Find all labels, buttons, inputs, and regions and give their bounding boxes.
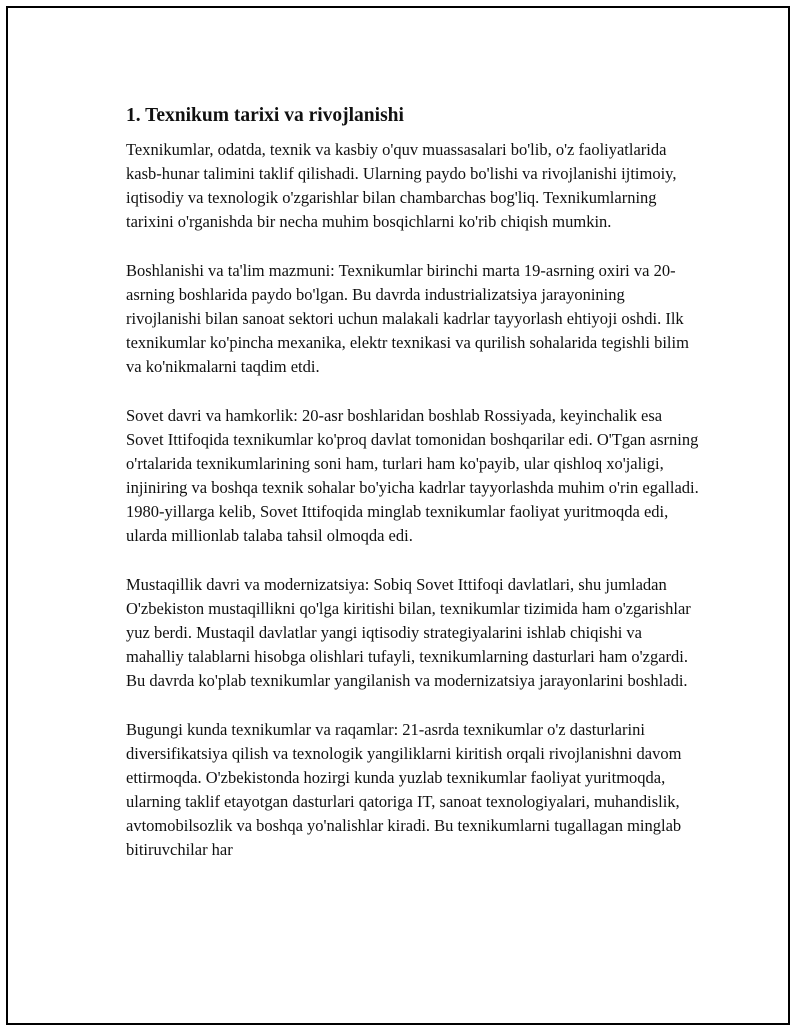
section-heading: 1. Texnikum tarixi va rivojlanishi [126, 105, 404, 126]
page-content [126, 102, 702, 887]
paragraph-beginnings: Boshlanishi va ta'lim mazmuni: Texnikumlar birinchi marta 19-asrning oxiri va 20-asrning boshlarida paydo bo'lgan. Bu davrda industrializatsiya jarayonining rivojlanishi bilan sanoat sektori uchun malakali kadrlar tayyorlash ehtiyoji oshdi. Ilk texnikumlar ko'pincha mexanika, elektr texnikasi va qurilish sohalarida tegishli bilim va ko'nikmalarni taqdim etdi. [126, 261, 689, 376]
paragraph-today: Bugungi kunda texnikumlar va raqamlar: 21-asrda texnikumlar o'z dasturlarini diversifikatsiya qilish va texnologik yangiliklarni kiritish orqali rivojlanishni davom ettirmoqda. O'zbekistonda hozirgi kunda yuzlab texnikumlar faoliyat yuritmoqda, ularning taklif etayotgan dasturlari qatoriga IT, sanoat texnologiyalari, muhandislik, avtomobilsozlik va boshqa yo'nalishlar kiradi. Bu texnikumlarni tugallagan minglab bitiruvchilar har [126, 720, 682, 859]
page [6, 6, 790, 1025]
paragraph-intro: Texnikumlar, odatda, texnik va kasbiy o'quv muassasalari bo'lib, o'z faoliyatlarida kasb-hunar talimini taklif qilishadi. Ularning paydo bo'lishi va rivojlanishi ijtimoiy, iqtisodiy va texnologik o'zgarishlar bilan chambarchas bog'liq. Texnikumlarning tarixini o'rganishda bir necha muhim bosqichlarni ko'rib chiqish mumkin. [126, 140, 677, 231]
paragraph-independence-era: Mustaqillik davri va modernizatsiya: Sobiq Sovet Ittifoqi davlatlari, shu jumladan O'zbekiston mustaqillikni qo'lga kiritishi bilan, texnikumlar tizimida ham o'zgarishlar yuz berdi. Mustaqil davlatlar yangi iqtisodiy strategiyalarini ishlab chiqishi va mahalliy talablarni hisobga olishlari tufayli, texnikumlarning dasturlari ham o'zgardi. Bu davrda ko'plab texnikumlar yangilanish va modernizatsiya jarayonlarini boshladi. [126, 575, 691, 690]
paragraph-soviet-era: Sovet davri va hamkorlik: 20-asr boshlaridan boshlab Rossiyada, keyinchalik esa Sovet Ittifoqida texnikumlar ko'proq davlat tomonidan boshqarilar edi. O'Tgan asrning o'rtalarida texnikumlarining soni ham, turlari ham ko'payib, ular qishloq xo'jaligi, injiniring va boshqa texnik sohalar bo'yicha kadrlar tayyorlashda muhim o'rin egalladi. 1980-yillarga kelib, Sovet Ittifoqida minglab texnikumlar faoliyat yuritmoqda edi, ularda millionlab talaba tahsil olmoqda edi. [126, 406, 699, 545]
